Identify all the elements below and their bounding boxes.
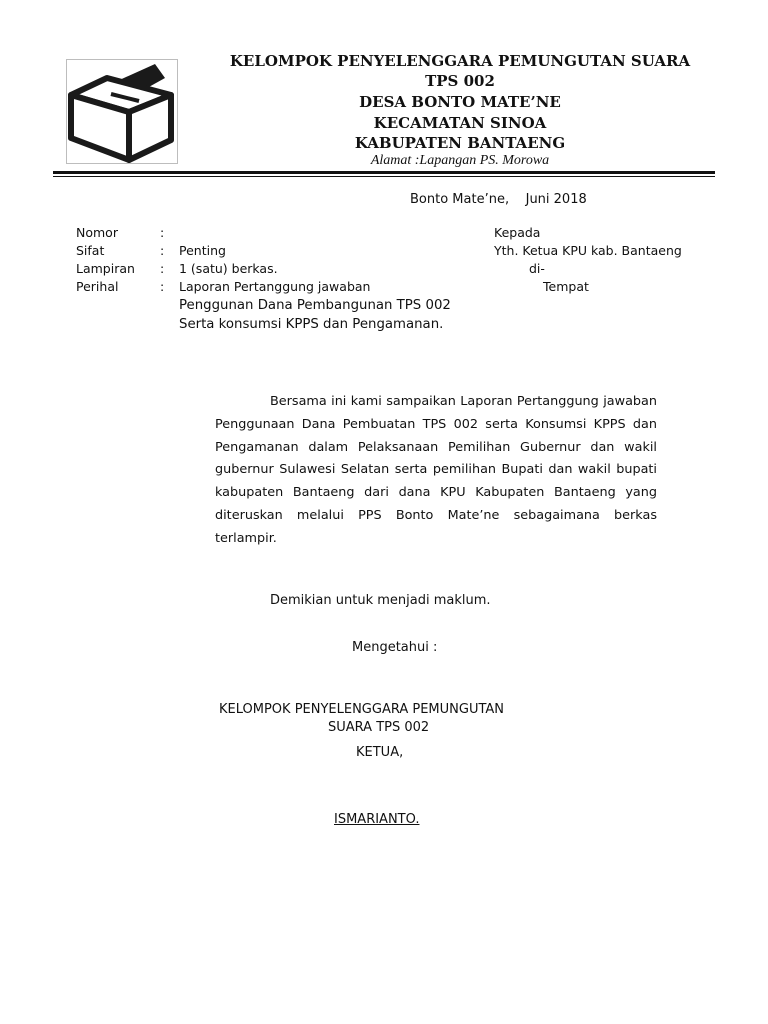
meta-value-perihal: Laporan Pertanggung jawaban <box>179 279 371 294</box>
date-line: Bonto Mate’ne, Juni 2018 <box>410 192 587 207</box>
recipient-tempat: Tempat <box>543 279 589 294</box>
meta-perihal-cont-2: Serta konsumsi KPPS dan Pengamanan. <box>179 317 444 332</box>
meta-colon: : <box>160 261 165 276</box>
meta-value-lampiran: 1 (satu) berkas. <box>179 261 278 276</box>
recipient-yth: Yth. Ketua KPU kab. Bantaeng <box>494 243 682 258</box>
ballot-box-logo <box>66 59 178 164</box>
meta-label-lampiran: Lampiran <box>76 261 135 276</box>
mengetahui-label: Mengetahui : <box>352 640 438 655</box>
header-address: Alamat :Lapangan PS. Morowa <box>370 153 550 168</box>
signature-role: KETUA, <box>356 745 404 760</box>
closing-line: Demikian untuk menjadi maklum. <box>270 593 491 608</box>
header-line-1: KELOMPOK PENYELENGGARA PEMUNGUTAN SUARA <box>229 52 691 70</box>
recipient-kepada: Kepada <box>494 225 541 240</box>
meta-label-sifat: Sifat <box>76 243 105 258</box>
meta-perihal-cont-1: Penggunan Dana Pembangunan TPS 002 <box>179 298 451 313</box>
header-line-2: TPS 002 <box>425 72 495 90</box>
ballot-box-icon <box>67 60 177 163</box>
meta-label-perihal: Perihal <box>76 279 119 294</box>
header-line-5: KABUPATEN BANTAENG <box>354 134 566 152</box>
signature-name: ISMARIANTO. <box>334 812 420 827</box>
meta-value-sifat: Penting <box>179 243 226 258</box>
header-line-4: KECAMATAN SINOA <box>373 114 547 132</box>
meta-label-nomor: Nomor <box>76 225 118 240</box>
recipient-di: di- <box>529 261 545 276</box>
header-line-3: DESA BONTO MATE’NE <box>359 93 561 111</box>
signature-org-line-2: SUARA TPS 002 <box>328 720 430 735</box>
meta-colon: : <box>160 279 165 294</box>
header-rule-thick <box>53 171 715 174</box>
body-paragraph: Bersama ini kami sampaikan Laporan Pertanggung jawaban Penggunaan Dana Pembuatan TPS 002 serta Konsumsi KPPS dan Pengamanan dalam Pelaksanaan Pemilihan Gubernur dan wakil gubernur Sulawesi Selatan serta pemilihan Bupati dan wakil bupati kabupaten Bantaeng dari dana KPU Kabupaten Bantaeng yang diteruskan melalui PPS Bonto Mate’ne sebagaimana berkas terlampir. <box>215 394 657 546</box>
meta-colon: : <box>160 225 165 240</box>
header-rule-thin <box>53 176 715 177</box>
signature-org-line-1: KELOMPOK PENYELENGGARA PEMUNGUTAN <box>219 702 505 717</box>
meta-colon: : <box>160 243 165 258</box>
